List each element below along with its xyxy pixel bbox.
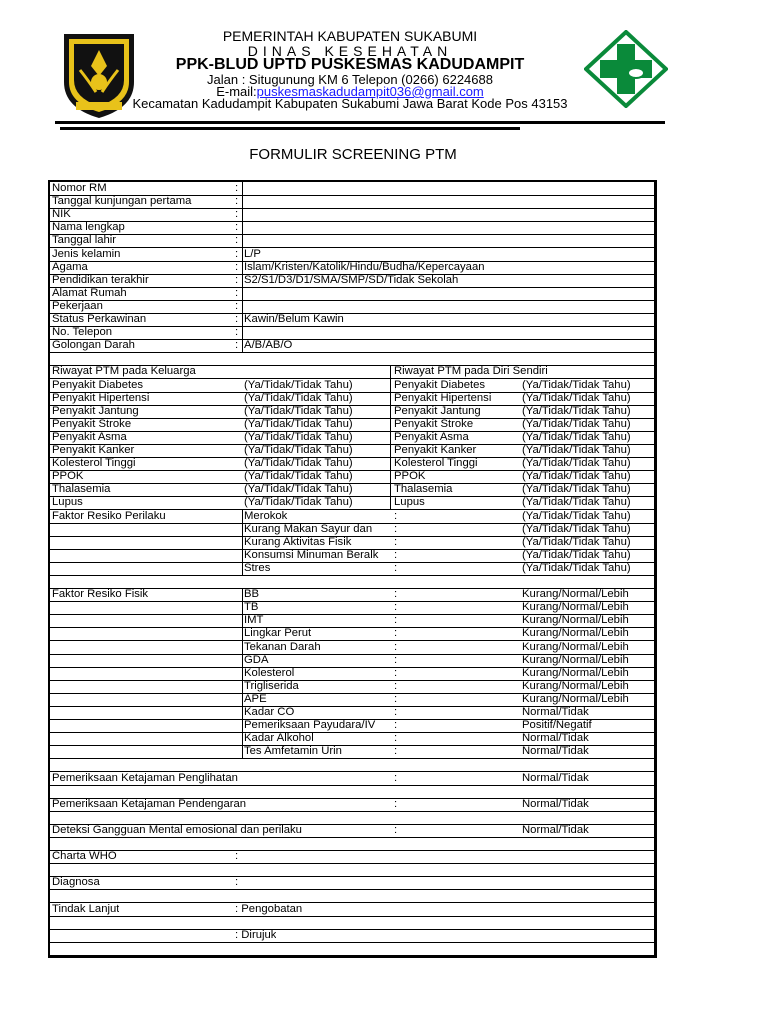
- column-divider: [242, 523, 243, 536]
- pemeriksaan-label: Pemeriksaan Ketajaman Pendengaran: [52, 797, 247, 810]
- tindak-colon: : Pengobatan: [235, 902, 303, 915]
- fisik-colon: :: [394, 601, 398, 614]
- column-divider: [242, 719, 243, 732]
- riwayat-row: [50, 379, 654, 393]
- family-disease-option: (Ya/Tidak/Tidak Tahu): [244, 496, 353, 509]
- self-disease-label: Penyakit Diabetes: [394, 378, 486, 391]
- family-disease-label: Kolesterol Tinggi: [52, 457, 136, 470]
- fisik-row: [50, 614, 654, 628]
- riwayat-row: [50, 470, 654, 484]
- fisik-item: Kolesterol: [244, 666, 295, 679]
- puskesmas-logo-icon: [584, 30, 668, 108]
- fisik-option: Kurang/Normal/Lebih: [522, 653, 629, 666]
- self-disease-option: (Ya/Tidak/Tidak Tahu): [522, 417, 631, 430]
- field-label: Pendidikan terakhir: [52, 273, 149, 286]
- column-divider: [242, 732, 243, 745]
- column-divider: [242, 745, 243, 758]
- column-divider: [242, 654, 243, 667]
- field-colon: :: [235, 182, 239, 194]
- field-label: No. Telepon: [52, 326, 113, 339]
- family-disease-option: (Ya/Tidak/Tidak Tahu): [244, 457, 353, 470]
- fisik-item: Trigliserida: [244, 679, 299, 692]
- column-divider: [242, 680, 243, 693]
- column-divider: [390, 470, 391, 483]
- fisik-option: Kurang/Normal/Lebih: [522, 601, 629, 614]
- fisik-colon: :: [394, 666, 398, 679]
- field-colon: :: [235, 326, 239, 339]
- identity-row: [50, 274, 654, 288]
- fisik-option: Kurang/Normal/Lebih: [522, 614, 629, 627]
- self-disease-option: (Ya/Tidak/Tidak Tahu): [522, 457, 631, 470]
- field-colon: :: [235, 313, 239, 325]
- self-disease-option: (Ya/Tidak/Tidak Tahu): [522, 391, 631, 404]
- spacer-row: [50, 916, 654, 930]
- pemeriksaan-colon: :: [394, 771, 398, 784]
- column-divider: [390, 418, 391, 431]
- identity-row: [50, 339, 654, 353]
- field-colon: :: [235, 234, 239, 247]
- column-divider: [390, 457, 391, 470]
- perilaku-item: Stres: [244, 561, 271, 574]
- riwayat-row: [50, 418, 654, 432]
- fisik-item: GDA: [244, 653, 269, 666]
- field-label: Alamat Rumah: [52, 286, 127, 299]
- column-divider: [390, 365, 391, 378]
- fisik-item: Lingkar Perut: [244, 627, 312, 640]
- field-colon: :: [235, 208, 239, 221]
- perilaku-option: (Ya/Tidak/Tidak Tahu): [522, 535, 631, 548]
- pemeriksaan-option: Normal/Tidak: [522, 771, 589, 784]
- fisik-item: BB: [244, 588, 260, 601]
- column-divider: [390, 379, 391, 392]
- column-divider: [242, 693, 243, 706]
- perilaku-option: (Ya/Tidak/Tidak Tahu): [522, 548, 631, 561]
- column-divider: [242, 274, 243, 287]
- field-label: Jenis kelamin: [52, 247, 121, 260]
- riwayat-row: [50, 392, 654, 406]
- fisik-colon: :: [394, 640, 398, 653]
- spacer-row: [50, 785, 654, 799]
- fisik-item: Tekanan Darah: [244, 640, 321, 653]
- column-divider: [390, 483, 391, 496]
- riwayat-header-row: [50, 365, 654, 379]
- self-history-title: Riwayat PTM pada Diri Sendiri: [394, 365, 548, 378]
- tindak-lanjut-label: Tindak Lanjut: [52, 902, 120, 915]
- perilaku-colon: :: [394, 509, 398, 522]
- field-label: Tanggal lahir: [52, 234, 117, 247]
- field-colon: :: [235, 221, 239, 234]
- diagnosa-colon: :: [235, 876, 239, 889]
- family-disease-label: Penyakit Asma: [52, 430, 127, 443]
- perilaku-colon: :: [394, 561, 398, 574]
- perilaku-item: Kurang Makan Sayur dan: [244, 522, 373, 535]
- riwayat-row: [50, 483, 654, 497]
- fisik-row: [50, 745, 654, 759]
- fisik-colon: :: [394, 706, 398, 718]
- charta-label: Charta WHO: [52, 850, 117, 863]
- spacer-row: [50, 942, 654, 955]
- perilaku-option: (Ya/Tidak/Tidak Tahu): [522, 509, 631, 522]
- identity-row: [50, 248, 654, 262]
- self-disease-label: Penyakit Hipertensi: [394, 391, 492, 404]
- fisik-row: [50, 627, 654, 641]
- riwayat-row: [50, 431, 654, 445]
- perilaku-row: [50, 510, 654, 524]
- riwayat-row: [50, 457, 654, 471]
- fisik-colon: :: [394, 653, 398, 666]
- column-divider: [242, 536, 243, 549]
- column-divider: [242, 300, 243, 313]
- self-disease-label: Penyakit Kanker: [394, 444, 477, 456]
- field-colon: :: [235, 286, 239, 299]
- column-divider: [242, 195, 243, 208]
- spacer-row: [50, 863, 654, 877]
- fisik-colon: :: [394, 679, 398, 692]
- family-disease-option: (Ya/Tidak/Tidak Tahu): [244, 417, 353, 430]
- field-value: Kawin/Belum Kawin: [244, 313, 344, 325]
- field-colon: :: [235, 273, 239, 286]
- spacer-row: [50, 352, 654, 366]
- fisik-row: [50, 680, 654, 694]
- fisik-colon: :: [394, 745, 398, 758]
- perilaku-row: [50, 536, 654, 550]
- self-disease-label: Penyakit Jantung: [394, 404, 481, 417]
- self-disease-label: Lupus: [394, 496, 425, 509]
- column-divider: [242, 182, 243, 195]
- identity-row: [50, 221, 654, 235]
- column-divider: [390, 444, 391, 457]
- fisik-row: [50, 641, 654, 655]
- self-disease-label: Penyakit Asma: [394, 430, 469, 443]
- field-label: Golongan Darah: [52, 339, 135, 352]
- fisik-option: Kurang/Normal/Lebih: [522, 692, 629, 705]
- pemeriksaan-label: Deteksi Gangguan Mental emosional dan perilaku: [52, 823, 302, 836]
- field-label: Nama lengkap: [52, 221, 125, 234]
- family-disease-label: Penyakit Kanker: [52, 444, 135, 456]
- column-divider: [390, 392, 391, 405]
- column-divider: [242, 667, 243, 680]
- fisik-row: [50, 654, 654, 668]
- form-title: FORMULIR SCREENING PTM: [249, 146, 457, 163]
- fisik-colon: :: [394, 614, 398, 627]
- field-label: Tanggal kunjungan pertama: [52, 195, 192, 208]
- perilaku-title: Faktor Resiko Perilaku: [52, 509, 166, 522]
- fisik-title: Faktor Resiko Fisik: [52, 588, 149, 601]
- pemeriksaan-colon: :: [394, 823, 398, 836]
- family-disease-label: Penyakit Stroke: [52, 417, 132, 430]
- fisik-option: Kurang/Normal/Lebih: [522, 666, 629, 679]
- pemeriksaan-label: Pemeriksaan Ketajaman Penglihatan: [52, 771, 238, 784]
- fisik-colon: :: [394, 719, 398, 732]
- fisik-option: Kurang/Normal/Lebih: [522, 588, 629, 601]
- family-disease-option: (Ya/Tidak/Tidak Tahu): [244, 470, 353, 483]
- self-disease-option: (Ya/Tidak/Tidak Tahu): [522, 496, 631, 509]
- column-divider: [390, 405, 391, 418]
- field-label: Pekerjaan: [52, 299, 103, 312]
- perilaku-item: Merokok: [244, 509, 288, 522]
- dirujuk-row: [50, 929, 654, 943]
- pemeriksaan-row: [50, 824, 654, 838]
- self-disease-option: (Ya/Tidak/Tidak Tahu): [522, 483, 631, 496]
- identity-row: [50, 287, 654, 301]
- column-divider: [242, 208, 243, 221]
- identity-row: [50, 195, 654, 209]
- perilaku-option: (Ya/Tidak/Tidak Tahu): [522, 522, 631, 535]
- self-disease-label: PPOK: [394, 470, 426, 483]
- perilaku-item: Konsumsi Minuman Beralk: [244, 548, 379, 561]
- fisik-option: Normal/Tidak: [522, 706, 589, 718]
- column-divider: [390, 496, 391, 509]
- fisik-row: [50, 732, 654, 746]
- field-label: Agama: [52, 260, 88, 273]
- perilaku-row: [50, 523, 654, 537]
- column-divider: [242, 326, 243, 339]
- fisik-item: Tes Amfetamin Urin: [244, 745, 342, 758]
- identity-row: [50, 261, 654, 275]
- self-disease-label: Thalasemia: [394, 483, 453, 496]
- self-disease-option: (Ya/Tidak/Tidak Tahu): [522, 378, 631, 391]
- fisik-colon: :: [394, 588, 398, 601]
- column-divider: [242, 510, 243, 523]
- family-disease-option: (Ya/Tidak/Tidak Tahu): [244, 483, 353, 496]
- family-disease-label: Penyakit Jantung: [52, 404, 139, 417]
- family-disease-option: (Ya/Tidak/Tidak Tahu): [244, 404, 353, 417]
- riwayat-row: [50, 405, 654, 419]
- fisik-row: [50, 601, 654, 615]
- family-disease-label: Penyakit Diabetes: [52, 378, 144, 391]
- pemeriksaan-option: Normal/Tidak: [522, 823, 589, 836]
- column-divider: [242, 248, 243, 261]
- dirujuk-value: : Dirujuk: [235, 928, 277, 941]
- family-disease-label: Penyakit Hipertensi: [52, 391, 150, 404]
- header-line3: PPK-BLUD UPTD PUSKESMAS KADUDAMPIT: [175, 56, 525, 73]
- fisik-row: [50, 719, 654, 733]
- pemeriksaan-colon: :: [394, 797, 398, 810]
- family-history-title: Riwayat PTM pada Keluarga: [52, 365, 196, 378]
- column-divider: [242, 287, 243, 300]
- field-value: L/P: [244, 247, 261, 260]
- header-rule-thin: [60, 127, 520, 130]
- pemeriksaan-row: [50, 772, 654, 786]
- fisik-option: Normal/Tidak: [522, 732, 589, 745]
- column-divider: [242, 706, 243, 719]
- perilaku-colon: :: [394, 535, 398, 548]
- fisik-item: Kadar Alkohol: [244, 732, 314, 745]
- identity-row: [50, 326, 654, 340]
- spacer-row: [50, 758, 654, 772]
- perilaku-colon: :: [394, 548, 398, 561]
- identity-row: [50, 182, 654, 196]
- fisik-row: [50, 588, 654, 602]
- fisik-colon: :: [394, 732, 398, 745]
- field-label: Status Perkawinan: [52, 313, 147, 325]
- family-disease-label: Thalasemia: [52, 483, 111, 496]
- header-rule-thick: [55, 121, 665, 124]
- letterhead: [0, 0, 768, 135]
- spacer-row: [50, 811, 654, 825]
- diagnosa-row: [50, 876, 654, 890]
- fisik-option: Positif/Negatif: [522, 719, 592, 732]
- column-divider: [242, 614, 243, 627]
- fisik-item: Pemeriksaan Payudara/IV: [244, 719, 376, 732]
- column-divider: [242, 641, 243, 654]
- spacer-row: [50, 837, 654, 851]
- column-divider: [242, 313, 243, 326]
- field-label: Nomor RM: [52, 182, 107, 194]
- diagnosa-label: Diagnosa: [52, 876, 100, 889]
- fisik-option: Kurang/Normal/Lebih: [522, 627, 629, 640]
- header-line2: DINAS KESEHATAN: [247, 43, 453, 59]
- fisik-colon: :: [394, 627, 398, 640]
- identity-row: [50, 300, 654, 314]
- column-divider: [242, 562, 243, 575]
- family-disease-option: (Ya/Tidak/Tidak Tahu): [244, 430, 353, 443]
- pemeriksaan-option: Normal/Tidak: [522, 797, 589, 810]
- column-divider: [242, 339, 243, 352]
- header-line1: PEMERINTAH KABUPATEN SUKABUMI: [222, 28, 478, 44]
- email-link[interactable]: puskesmaskadudampit036@gmail.com: [256, 84, 484, 99]
- header-district: Kecamatan Kadudampit Kabupaten Sukabumi Jawa Barat Kode Pos 43153: [132, 96, 568, 111]
- fisik-row: [50, 693, 654, 707]
- tindak-lanjut-row: [50, 903, 654, 917]
- column-divider: [390, 431, 391, 444]
- family-disease-option: (Ya/Tidak/Tidak Tahu): [244, 378, 353, 391]
- field-colon: :: [235, 339, 239, 352]
- fisik-option: Kurang/Normal/Lebih: [522, 679, 629, 692]
- fisik-item: Kadar CO: [244, 706, 295, 718]
- charta-colon: :: [235, 850, 239, 863]
- spacer-row: [50, 889, 654, 903]
- fisik-row: [50, 667, 654, 681]
- field-value: Islam/Kristen/Katolik/Hindu/Budha/Kepercayaan: [244, 260, 485, 273]
- perilaku-row: [50, 549, 654, 563]
- field-colon: :: [235, 299, 239, 312]
- self-disease-option: (Ya/Tidak/Tidak Tahu): [522, 404, 631, 417]
- header-address: Jalan : Situgunung KM 6 Telepon (0266) 6224688: [207, 72, 493, 87]
- perilaku-item: Kurang Aktivitas Fisik: [244, 535, 352, 548]
- pemeriksaan-row: [50, 798, 654, 812]
- field-colon: :: [235, 247, 239, 260]
- fisik-item: APE: [244, 692, 267, 705]
- field-value: S2/S1/D3/D1/SMA/SMP/SD/Tidak Sekolah: [244, 273, 459, 286]
- self-disease-option: (Ya/Tidak/Tidak Tahu): [522, 444, 631, 456]
- column-divider: [242, 221, 243, 234]
- identity-row: [50, 208, 654, 222]
- self-disease-label: Kolesterol Tinggi: [394, 457, 478, 470]
- fisik-colon: :: [394, 692, 398, 705]
- field-value: A/B/AB/O: [244, 339, 293, 352]
- email-label: E-mail:: [216, 84, 257, 99]
- fisik-item: IMT: [244, 614, 264, 627]
- perilaku-colon: :: [394, 522, 398, 535]
- family-disease-label: Lupus: [52, 496, 83, 509]
- column-divider: [242, 234, 243, 247]
- column-divider: [242, 601, 243, 614]
- riwayat-row: [50, 496, 654, 510]
- column-divider: [242, 261, 243, 274]
- field-colon: :: [235, 195, 239, 208]
- column-divider: [242, 549, 243, 562]
- fisik-item: TB: [244, 601, 259, 614]
- self-disease-label: Penyakit Stroke: [394, 417, 474, 430]
- spacer-row: [50, 575, 654, 589]
- column-divider: [242, 627, 243, 640]
- identity-row: [50, 313, 654, 327]
- self-disease-option: (Ya/Tidak/Tidak Tahu): [522, 430, 631, 443]
- perilaku-row: [50, 562, 654, 576]
- family-disease-label: PPOK: [52, 470, 84, 483]
- perilaku-option: (Ya/Tidak/Tidak Tahu): [522, 561, 631, 574]
- fisik-row: [50, 706, 654, 720]
- identity-row: [50, 234, 654, 248]
- field-label: NIK: [52, 208, 71, 221]
- family-disease-option: (Ya/Tidak/Tidak Tahu): [244, 391, 353, 404]
- self-disease-option: (Ya/Tidak/Tidak Tahu): [522, 470, 631, 483]
- screening-form: [48, 180, 657, 958]
- column-divider: [242, 588, 243, 601]
- field-colon: :: [235, 260, 239, 273]
- fisik-option: Kurang/Normal/Lebih: [522, 640, 629, 653]
- riwayat-row: [50, 444, 654, 458]
- charta-row: [50, 850, 654, 864]
- fisik-option: Normal/Tidak: [522, 745, 589, 758]
- family-disease-option: (Ya/Tidak/Tidak Tahu): [244, 444, 353, 456]
